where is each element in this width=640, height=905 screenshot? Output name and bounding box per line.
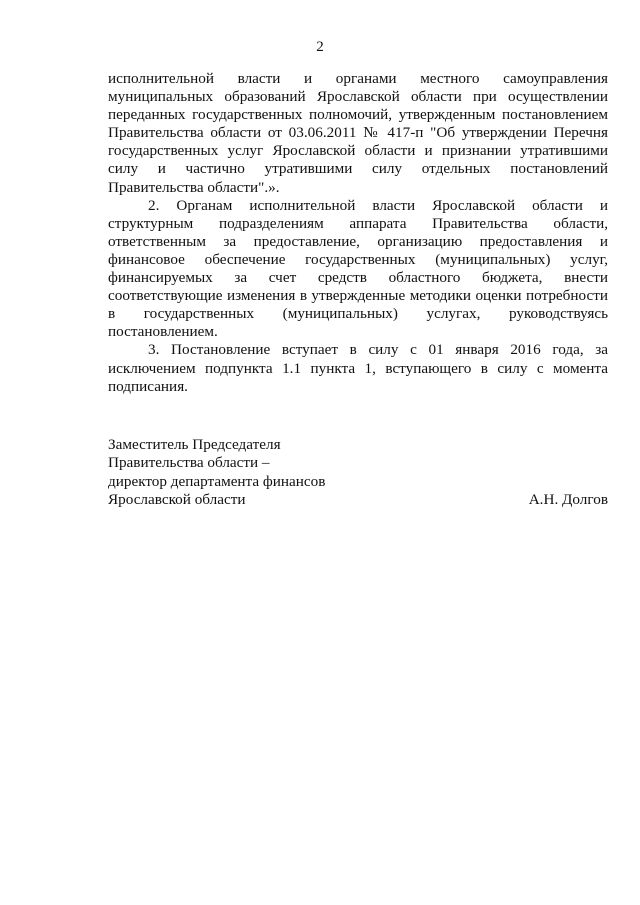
paragraph-continuation: исполнительной власти и органами местного самоуправления муниципальных образований Ярославской области при осуществлении переданных государственных полномочий, утвержденным постановлением Правительства области от 03.06.2011 № 417-п "Об утверждении Перечня государственных услуг Ярославской области и признании утратившими силу и частично утратившими силу отдельных постановлений Правительства области".». <box>108 70 608 196</box>
paragraph-item-2: 2. Органам исполнительной власти Ярославской области и структурным подразделениям аппарата Правительства области, ответственным за предоставление, организацию предоставления и финансовое обеспечение государственных (муниципальных) услуг, финансируемых за счет средств областного бюджета, внести соответствующие изменения в утвержденные методики оценки потребности в государственных (муниципальных) услугах, руководствуясь постановлением. <box>108 196 608 341</box>
signatory-title-line-3: директор департамента финансов <box>108 472 326 490</box>
signatory-last-row <box>108 491 608 509</box>
signatory-title-line-1: Заместитель Председателя <box>108 436 281 453</box>
document-body <box>108 70 608 396</box>
signatory-title-line-4: Ярославской области <box>108 491 246 509</box>
paragraph-item-3: 3. Постановление вступает в силу с 01 января 2016 года, за исключением подпункта 1.1 пункта 1, вступающего в силу с момента подписания. <box>108 341 608 395</box>
signature-block <box>108 436 608 510</box>
signatory-name: А.Н. Долгов <box>528 491 608 509</box>
page-number: 2 <box>316 39 324 55</box>
signatory-title-line-2: Правительства области – <box>108 454 270 472</box>
